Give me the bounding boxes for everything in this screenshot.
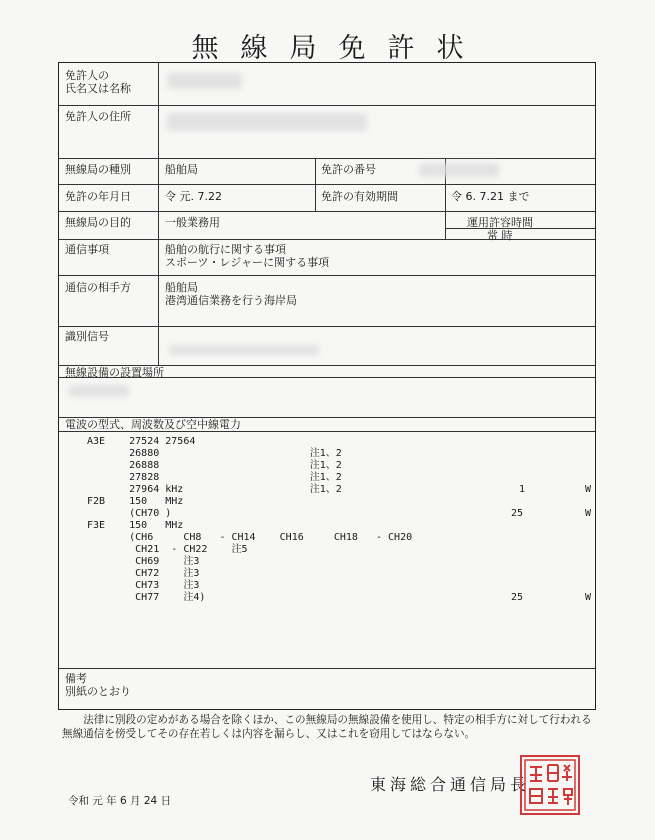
emission-row: 27828 注1、2 — [87, 472, 342, 483]
comm-partner-value-1: 船舶局 — [165, 281, 198, 294]
remarks-value: 別紙のとおり — [65, 685, 131, 698]
legal-notice: 法律に別段の定めがある場合を除くほか、この無線局の無線設備を使用し、特定の相手方に対して行われる無線通信を傍受してその存在若しくは内容を漏らし、又はこれを窃用してはならない。 — [62, 714, 592, 740]
redacted-license-number — [419, 163, 499, 177]
redacted-location — [69, 385, 129, 397]
power-f2b: 25 — [511, 508, 524, 519]
power-unit: W — [585, 508, 592, 519]
power-unit: W — [585, 484, 592, 495]
label-col-divider — [158, 63, 159, 365]
license-form-table — [58, 62, 596, 710]
validity-label: 免許の有効期間 — [321, 190, 398, 203]
callsign-label: 識別信号 — [65, 330, 109, 343]
comm-matters-value-1: 船舶の航行に関する事項 — [165, 243, 286, 256]
redacted-name — [167, 73, 242, 89]
operating-hours-label: 運用許容時間 — [467, 216, 533, 229]
issue-date: 令和 元 年 6 月 24 日 — [68, 795, 172, 807]
emission-row: (CH6 CH8 - CH14 CH16 CH18 - CH20 — [87, 532, 413, 543]
comm-matters-value-2: スポーツ・レジャーに関する事項 — [165, 256, 330, 269]
license-number-label: 免許の番号 — [321, 163, 376, 176]
emission-row: CH73 注3 — [87, 580, 200, 591]
emission-row: F2B 150 MHz — [87, 496, 184, 507]
emission-row: F3E 150 MHz — [87, 520, 184, 531]
document-title: 無線局免許状 — [191, 33, 486, 64]
emission-row: 26888 注1、2 — [87, 460, 342, 471]
emission-row: 27964 kHz 注1、2 — [87, 484, 342, 495]
power-unit: W — [585, 592, 592, 603]
official-seal-icon — [520, 755, 580, 815]
row-divider — [59, 211, 595, 212]
emission-row: (CH70 ) — [87, 508, 172, 519]
location-label: 無線設備の設置場所 — [65, 366, 164, 379]
row-divider — [59, 431, 595, 432]
power-f3e: 25 — [511, 592, 524, 603]
licensee-address-label: 免許人の住所 — [65, 110, 131, 123]
emission-list — [87, 436, 412, 604]
emission-row: CH72 注3 — [87, 568, 200, 579]
station-type-label: 無線局の種別 — [65, 163, 131, 176]
comm-partner-label: 通信の相手方 — [65, 281, 131, 294]
row-divider — [59, 326, 595, 327]
emission-row: A3E 27524 27564 — [87, 436, 196, 447]
row-divider — [59, 239, 595, 240]
comm-partner-value-2: 港湾通信業務を行う海岸局 — [165, 294, 297, 307]
emission-row: 26880 注1、2 — [87, 448, 342, 459]
row-divider — [59, 158, 595, 159]
row-divider — [59, 668, 595, 669]
row-divider — [59, 275, 595, 276]
purpose-label: 無線局の目的 — [65, 216, 131, 229]
emission-row: CH21 - CH22 注5 — [87, 544, 248, 555]
issuer-name: 東海総合通信局長 — [370, 775, 531, 794]
comm-matters-label: 通信事項 — [65, 243, 109, 256]
validity-value: 令 6. 7.21 まで — [451, 190, 530, 203]
row-divider — [59, 105, 595, 106]
emission-row: CH77 注4) — [87, 592, 206, 603]
power-a3e: 1 — [519, 484, 526, 495]
license-date-label: 免許の年月日 — [65, 190, 131, 203]
row-divider — [59, 184, 595, 185]
purpose-value: 一般業務用 — [165, 216, 220, 229]
license-date-value: 令 元. 7.22 — [165, 190, 222, 203]
redacted-address — [167, 113, 367, 131]
licensee-name-label: 免許人の 氏名又は名称 — [65, 69, 131, 95]
mid-col-divider — [315, 158, 316, 211]
emission-row: CH69 注3 — [87, 556, 200, 567]
emission-label: 電波の型式、周波数及び空中線電力 — [65, 418, 241, 431]
remarks-label: 備考 — [65, 672, 87, 685]
operating-hours-value: 常 時 — [487, 229, 513, 242]
redacted-callsign — [169, 345, 319, 355]
station-type-value: 船舶局 — [165, 163, 198, 176]
